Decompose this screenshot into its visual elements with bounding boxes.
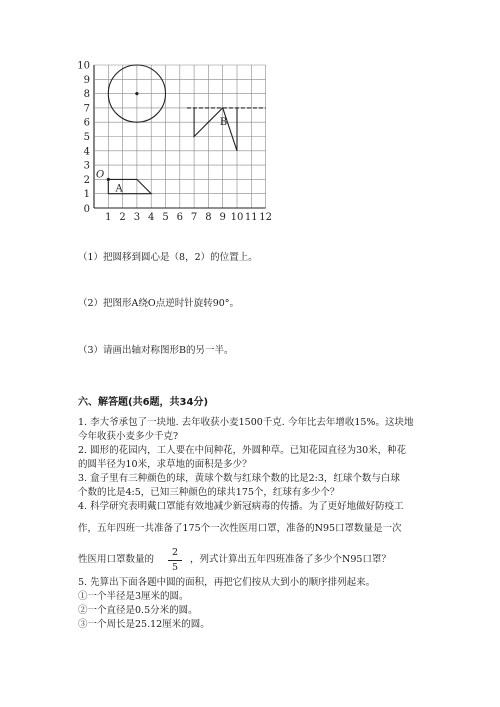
fraction-numerator: 2 [171,547,179,558]
problem-4-line-3-before: 性医用口罩数量的 [78,554,155,565]
shape-b-label: B [219,117,228,129]
section-title: 六、解答题(共6题，共34分) [78,397,209,408]
y-tick-label: 4 [83,146,90,158]
problem-4-line-2: 作，五年四班一共准备了175个一次性医用口罩，准备的N95口罩数量是一次 [78,523,402,534]
problem-5-item-3: ③一个周长是25.12厘米的圆。 [78,619,210,630]
x-tick-label: 9 [219,212,226,223]
task-2: （2）把图形A绕O点逆时针旋转90°。 [78,298,240,309]
x-tick-label: 4 [148,212,155,223]
x-tick-label: 10 [230,212,244,223]
problem-2-line-1: 2. 圆形的花园内，工人要在中间种花，外圆种草。已知花园直径为30米，种花 [78,445,407,456]
problem-2-line-2: 的圆半径为10米，求草地的面积是多少？ [78,459,252,470]
fraction-two-fifths [168,547,182,574]
problem-5-item-2: ②一个直径是0.5分米的圆。 [78,605,198,616]
problem-4-line-1: 4. 科学研究表明戴口罩能有效地减少新冠病毒的传播。为了更好地做好防疫工 [78,501,404,512]
point-o-label: O [96,169,105,181]
x-tick-label: 6 [176,212,183,223]
coordinate-grid-figure [70,58,280,230]
shape-b-half [194,108,237,151]
problem-5-item-1: ①一个半径是3厘米的圆。 [78,591,189,602]
circle-center-dot [135,92,138,95]
x-tick-label: 8 [205,212,212,223]
y-tick-label: 10 [77,60,90,72]
problem-3-line-2: 个数的比是4:5，已知三种颜色的球共175个，红球有多少个？ [78,487,340,498]
fraction-denominator: 5 [171,562,179,573]
x-tick-label: 3 [133,212,141,223]
x-tick-label: 2 [119,212,126,223]
x-tick-label: 5 [162,212,169,223]
y-tick-label: 1 [83,189,90,201]
x-tick-label: 12 [259,212,272,223]
point-o-dot [107,178,110,181]
task-3: （3）请画出轴对称图形B的另一半。 [78,345,234,356]
y-tick-label: 3 [83,160,90,172]
origin-label: 0 [83,204,90,215]
grid-svg [70,58,280,230]
x-tick-label: 11 [244,212,258,223]
problem-4-line-3-after: ，列式计算出五年四班准备了多少个N95口罩？ [190,554,391,565]
x-axis-labels [84,204,272,223]
x-tick-label: 7 [190,212,198,223]
shape-a-label: A [115,183,123,195]
problem-1-line-1: 1. 李大爷承包了一块地. 去年收获小麦1500千克. 今年比去年增收15%。这块地 [78,417,414,428]
y-tick-label: 6 [83,117,90,129]
y-tick-label: 7 [83,103,90,115]
y-axis-labels [77,61,90,201]
task-1: （1）把圆移到圆心是（8，2）的位置上。 [78,252,258,263]
x-tick-label: 1 [105,212,112,223]
y-tick-label: 5 [83,132,90,143]
fraction-bar [168,560,182,561]
y-tick-label: 9 [83,74,90,86]
problem-3-line-1: 3. 盒子里有三种颜色的球，黄球个数与红球个数的比是2:3，红球个数与白球 [78,473,400,484]
problem-5-line-1: 5. 先算出下面各题中圆的面积，再把它们按从大到小的顺序排列起来。 [78,577,376,588]
problem-1-line-2: 今年收获小麦多少千克? [78,431,179,442]
y-tick-label: 8 [83,89,90,101]
y-tick-label: 2 [83,174,90,186]
